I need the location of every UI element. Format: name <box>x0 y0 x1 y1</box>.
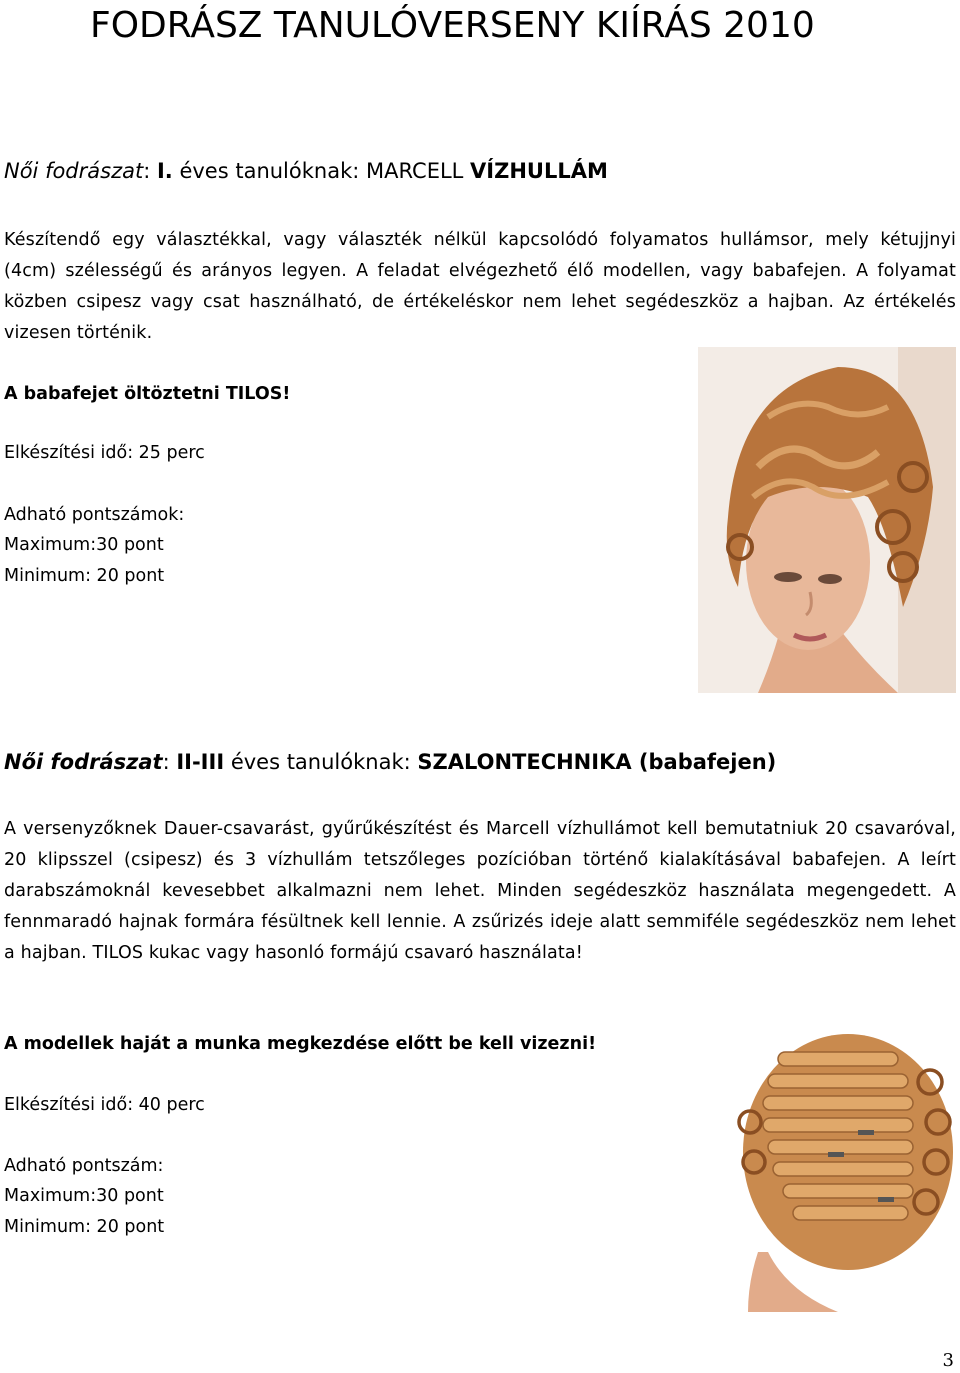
section1-sep: : <box>143 159 157 183</box>
page-title: FODRÁSZ TANULÓVERSENY KIÍRÁS 2010 <box>90 5 815 46</box>
section1-technique: VÍZHULLÁM <box>470 159 608 183</box>
section2-description: A versenyzőknek Dauer-csavarást, gyűrűkészítést és Marcell vízhullámot kell bemutatniuk 20 csavaróval, 20 klipsszel (csipesz) és 3 vízhullám tetszőleges pozícióban történő kialakításával babafejen. A leírt darabszámoknál kevesebbet alkalmazni nem lehet. Minden segédeszköz használata megengedett. A fennmaradó hajnak formára fésültnek kell lennie. A zsűrizés ideje alatt semmiféle segédeszköz nem lehet a hajban. TILOS kukac vagy hasonló formájú csavaró használata! <box>4 819 956 963</box>
section2-note: A modellek haját a munka megkezdése előtt be kell vizezni! <box>4 1034 597 1054</box>
section1-time: Elkészítési idő: 25 perc <box>4 443 205 463</box>
section2-max: Maximum:30 pont <box>4 1186 164 1206</box>
section1-category: Női fodrászat <box>4 159 144 183</box>
perm-rollers-photo <box>708 1012 958 1312</box>
section1-description: Készítendő egy választékkal, vagy választék nélkül kapcsolódó folyamatos hullámsor, mely kétujjnyi (4cm) szélességű és arányos legyen. A feladat elvégezhető élő modellen, vagy babafejen. A folyamat közben csipesz vagy csat használható, de értékeléskor nem lehet segédeszköz a hajban. Az értékelés vizesen történik. <box>4 230 956 343</box>
page-number: 3 <box>942 1350 954 1371</box>
section2-technique: SZALONTECHNIKA (babafejen) <box>417 750 777 774</box>
section2-heading <box>4 747 954 777</box>
section1-max: Maximum:30 pont <box>4 535 164 555</box>
section1-heading <box>4 156 954 186</box>
section2-category: Női fodrászat <box>4 750 163 774</box>
section1-points-label: Adható pontszámok: <box>4 505 185 525</box>
section2-year: II-III <box>176 750 225 774</box>
section2-min: Minimum: 20 pont <box>4 1217 165 1237</box>
section2-points-label: Adható pontszám: <box>4 1156 164 1176</box>
section2-time: Elkészítési idő: 40 perc <box>4 1095 205 1115</box>
section2-middle: éves tanulóknak: <box>224 750 418 774</box>
section1-year: I. <box>156 159 173 183</box>
section1-middle: éves tanulóknak: MARCELL <box>172 159 471 183</box>
section1-min: Minimum: 20 pont <box>4 566 165 586</box>
finger-wave-photo <box>698 347 956 693</box>
section2-sep: : <box>162 750 177 774</box>
section1-warning: A babafejet öltöztetni TILOS! <box>4 384 291 404</box>
